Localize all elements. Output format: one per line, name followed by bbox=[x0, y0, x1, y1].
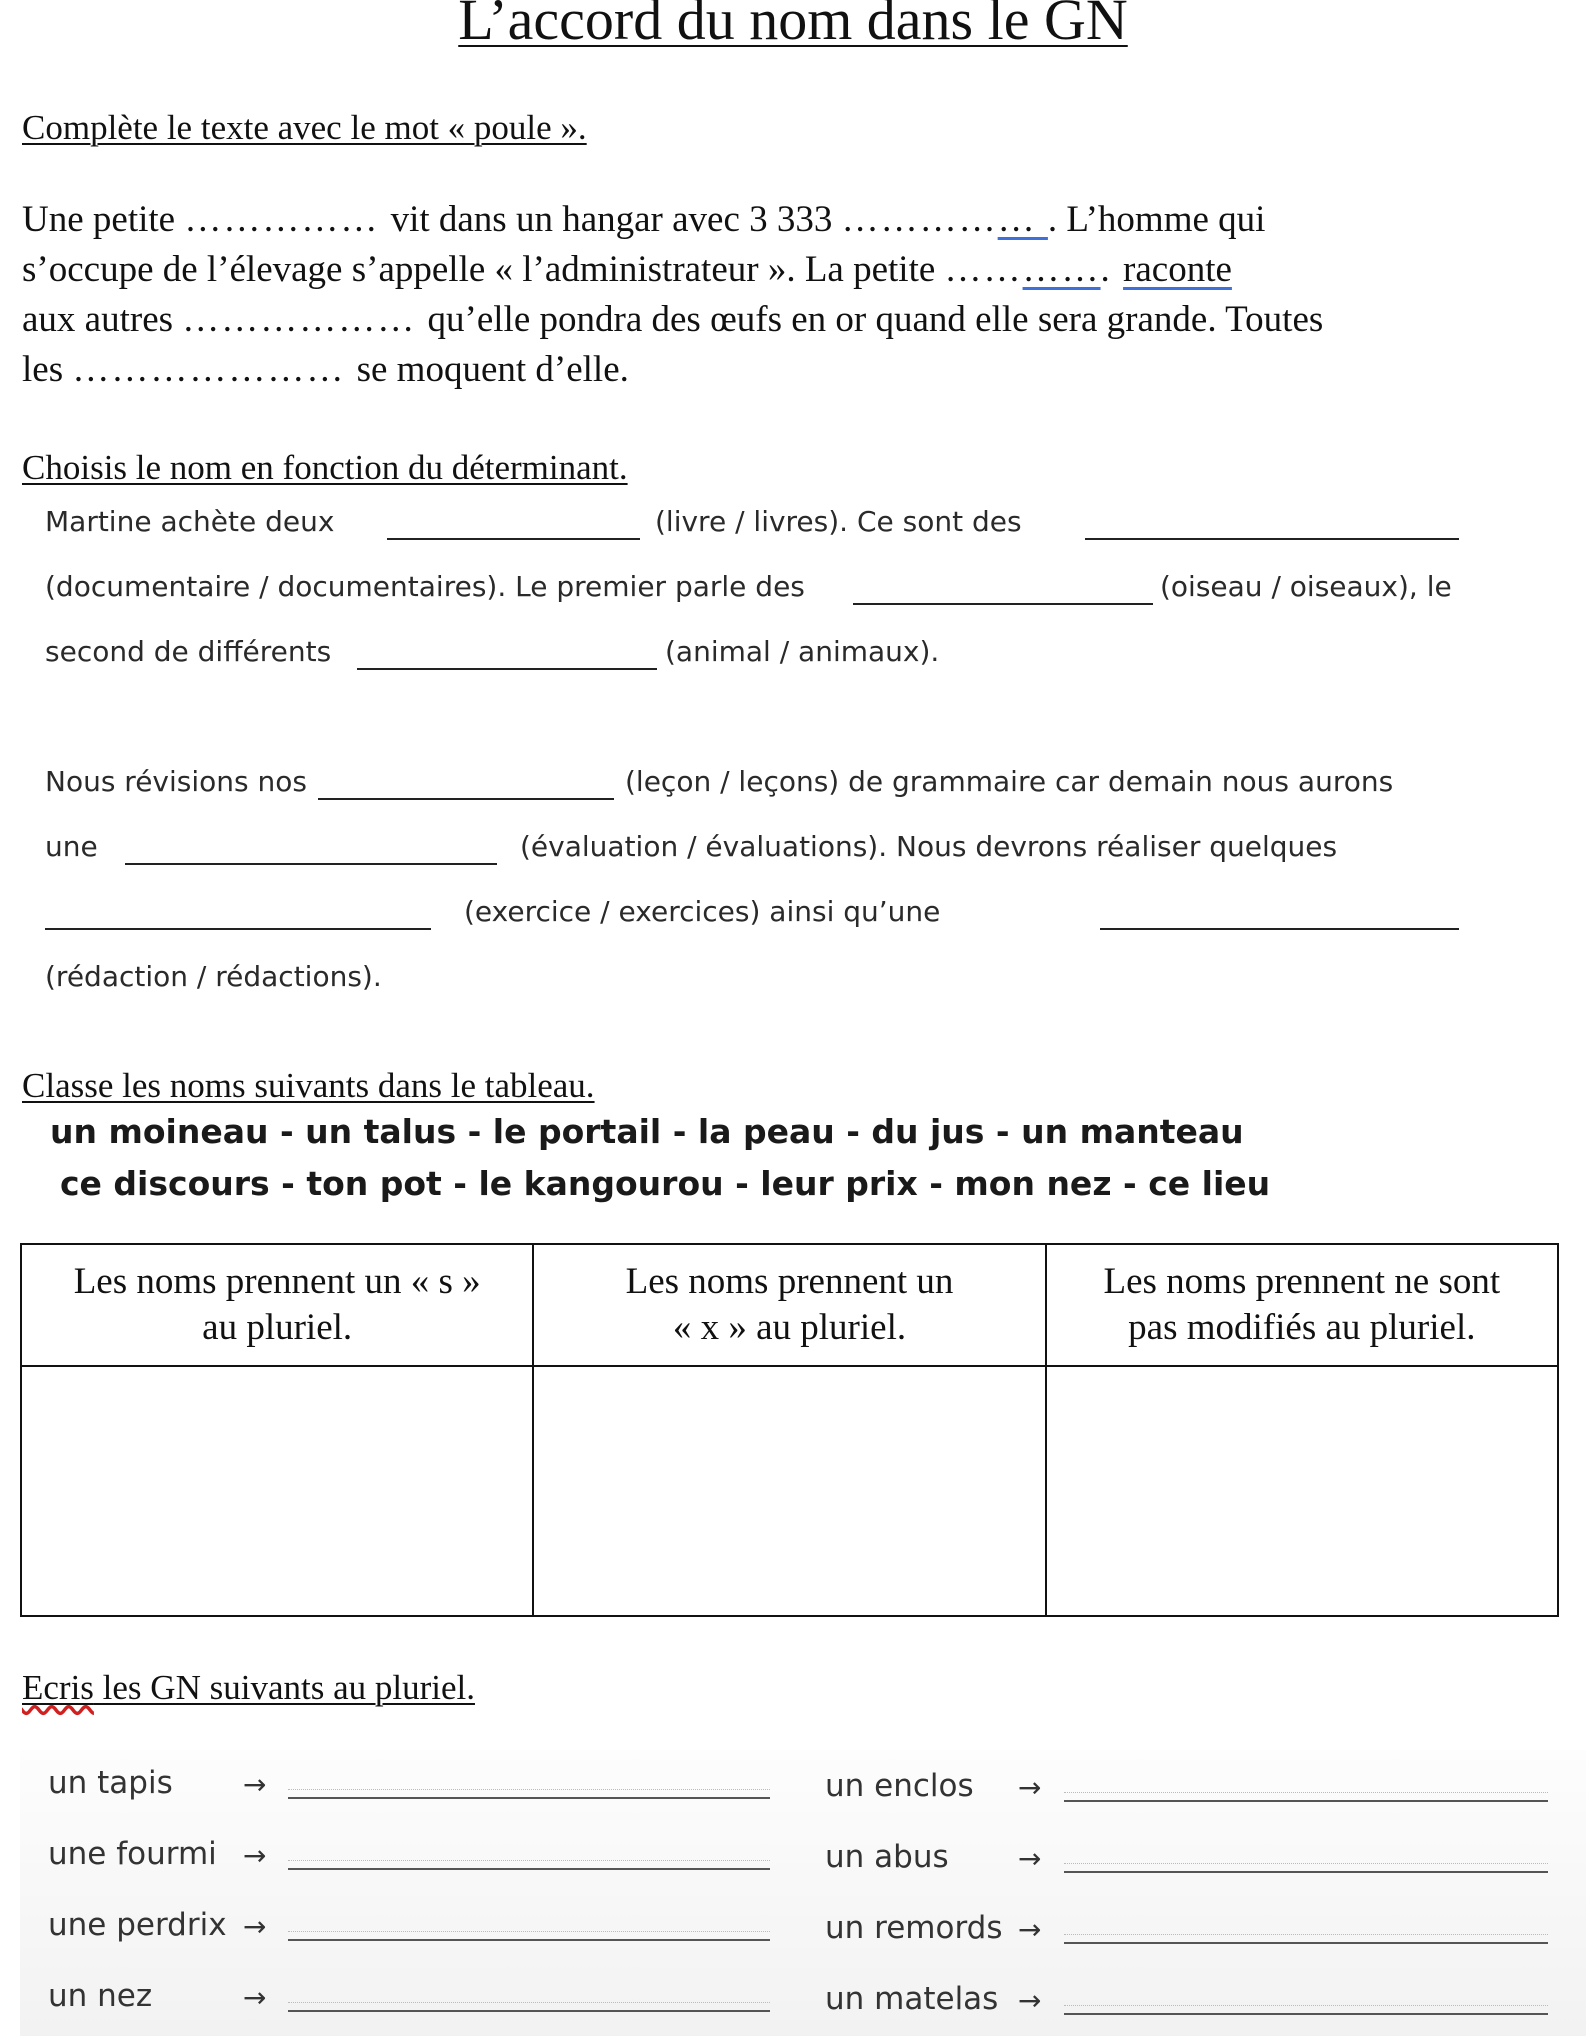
fill-blank-3[interactable]: …… bbox=[944, 249, 1023, 290]
ex1-text: qu’elle pondra des œufs en or quand elle sera grande. Toutes bbox=[427, 299, 1324, 340]
answer-cell-s[interactable] bbox=[21, 1366, 533, 1616]
ex1-line-4 bbox=[22, 348, 629, 391]
exercise4-heading bbox=[22, 1668, 475, 1708]
fill-blank-2-underlined[interactable]: … bbox=[997, 199, 1048, 240]
word-list-line-1: un moineau - un talus - le portail - la peau - du jus - un manteau bbox=[50, 1112, 1244, 1151]
plural-item: une fourmi bbox=[48, 1836, 217, 1872]
answer-line[interactable] bbox=[288, 2010, 770, 2012]
ex1-text: vit dans un hangar avec 3 333 bbox=[390, 199, 842, 240]
answer-blank[interactable] bbox=[853, 603, 1153, 605]
ex1-text: Une petite bbox=[22, 199, 185, 240]
ex1-line-2 bbox=[22, 248, 1232, 291]
ex2-text: second de différents bbox=[45, 635, 332, 668]
plural-item: un enclos bbox=[825, 1768, 974, 1804]
arrow-icon: → bbox=[1018, 1984, 1042, 2017]
exercise1-heading: Complète le texte avec le mot « poule ». bbox=[22, 108, 587, 147]
header-text: « x » au pluriel. bbox=[672, 1307, 907, 1348]
fill-blank-3-underlined[interactable]: …… bbox=[1022, 249, 1101, 290]
fill-blank-3-end: . bbox=[1100, 249, 1124, 290]
arrow-icon: → bbox=[243, 1981, 267, 2014]
answer-blank[interactable] bbox=[45, 928, 431, 930]
fill-blank-1[interactable]: …………… bbox=[184, 199, 391, 240]
arrow-icon: → bbox=[243, 1839, 267, 1872]
answer-line[interactable] bbox=[1064, 1871, 1548, 1873]
answer-blank[interactable] bbox=[125, 863, 497, 865]
ex1-text: les bbox=[22, 349, 73, 390]
ex2-text: Martine achète deux bbox=[45, 505, 335, 538]
ex1-text: . L’homme qui bbox=[1047, 199, 1266, 240]
header-text: au pluriel. bbox=[202, 1307, 353, 1348]
answer-line[interactable] bbox=[288, 1797, 770, 1799]
word-list-line-2: ce discours - ton pot - le kangourou - leur prix - mon nez - ce lieu bbox=[60, 1164, 1271, 1203]
header-text: pas modifiés au pluriel. bbox=[1128, 1307, 1476, 1348]
ex2-text: (rédaction / rédactions). bbox=[45, 960, 382, 993]
ex2-text: (leçon / leçons) de grammaire car demain nous aurons bbox=[625, 765, 1394, 798]
page-title: L’accord du nom dans le GN bbox=[458, 0, 1128, 52]
ex1-line-1 bbox=[22, 198, 1265, 241]
arrow-icon: → bbox=[243, 1910, 267, 1943]
exercise4-heading-rest: les GN suivants au pluriel. bbox=[93, 1668, 475, 1707]
plural-item: un tapis bbox=[48, 1765, 173, 1801]
answer-line[interactable] bbox=[1064, 1942, 1548, 1944]
header-text: Les noms prennent ne sont bbox=[1103, 1261, 1501, 1302]
ex1-raconte: raconte bbox=[1123, 249, 1232, 290]
header-text: Les noms prennent un « s » bbox=[73, 1261, 481, 1302]
ex2-text: (évaluation / évaluations). Nous devrons réaliser quelques bbox=[520, 830, 1338, 863]
answer-blank[interactable] bbox=[1085, 538, 1459, 540]
exercise2-heading: Choisis le nom en fonction du déterminant. bbox=[22, 448, 628, 487]
plural-item: un nez bbox=[48, 1978, 153, 2014]
arrow-icon: → bbox=[1018, 1842, 1042, 1875]
arrow-icon: → bbox=[1018, 1913, 1042, 1946]
table-header-unchanged bbox=[1046, 1244, 1558, 1366]
ex2-text: (animal / animaux). bbox=[665, 635, 940, 668]
ex2-text: Nous révisions nos bbox=[45, 765, 307, 798]
table-header-x bbox=[533, 1244, 1045, 1366]
classification-table bbox=[20, 1243, 1559, 1617]
plural-item: un remords bbox=[825, 1910, 1003, 1946]
answer-blank[interactable] bbox=[318, 798, 614, 800]
spellcheck-word: Ecris bbox=[22, 1668, 94, 1707]
table-header-row bbox=[21, 1244, 1558, 1366]
table-header-s bbox=[21, 1244, 533, 1366]
answer-line[interactable] bbox=[1064, 2013, 1548, 2015]
arrow-icon: → bbox=[1018, 1771, 1042, 1804]
plural-item: un abus bbox=[825, 1839, 949, 1875]
ex2-text: (oiseau / oiseaux), le bbox=[1160, 570, 1452, 603]
answer-line[interactable] bbox=[288, 1939, 770, 1941]
answer-cell-x[interactable] bbox=[533, 1366, 1045, 1616]
fill-blank-5[interactable]: ………………… bbox=[72, 349, 357, 390]
table-row bbox=[21, 1366, 1558, 1616]
ex1-text: s’occupe de l’élevage s’appelle « l’administrateur ». La petite bbox=[22, 249, 945, 290]
ex2-text: (exercice / exercices) ainsi qu’une bbox=[464, 895, 941, 928]
exercise3-heading: Classe les noms suivants dans le tableau. bbox=[22, 1066, 595, 1105]
answer-blank[interactable] bbox=[387, 538, 640, 540]
ex2-text: (documentaire / documentaires). Le premier parle des bbox=[45, 570, 805, 603]
ex2-text: une bbox=[45, 830, 98, 863]
ex2-text: (livre / livres). Ce sont des bbox=[655, 505, 1022, 538]
answer-line[interactable] bbox=[1064, 1800, 1548, 1802]
plural-item: une perdrix bbox=[48, 1907, 227, 1943]
ex1-line-3 bbox=[22, 298, 1323, 341]
arrow-icon: → bbox=[243, 1768, 267, 1801]
ex1-text: aux autres bbox=[22, 299, 183, 340]
answer-cell-unchanged[interactable] bbox=[1046, 1366, 1558, 1616]
answer-line[interactable] bbox=[288, 1868, 770, 1870]
plural-item: un matelas bbox=[825, 1981, 999, 2017]
answer-blank[interactable] bbox=[357, 668, 657, 670]
header-text: Les noms prennent un bbox=[625, 1261, 954, 1302]
fill-blank-4[interactable]: ……………… bbox=[182, 299, 428, 340]
ex1-text: se moquent d’elle. bbox=[356, 349, 629, 390]
answer-blank[interactable] bbox=[1100, 928, 1459, 930]
fill-blank-2[interactable]: ………… bbox=[841, 199, 998, 240]
